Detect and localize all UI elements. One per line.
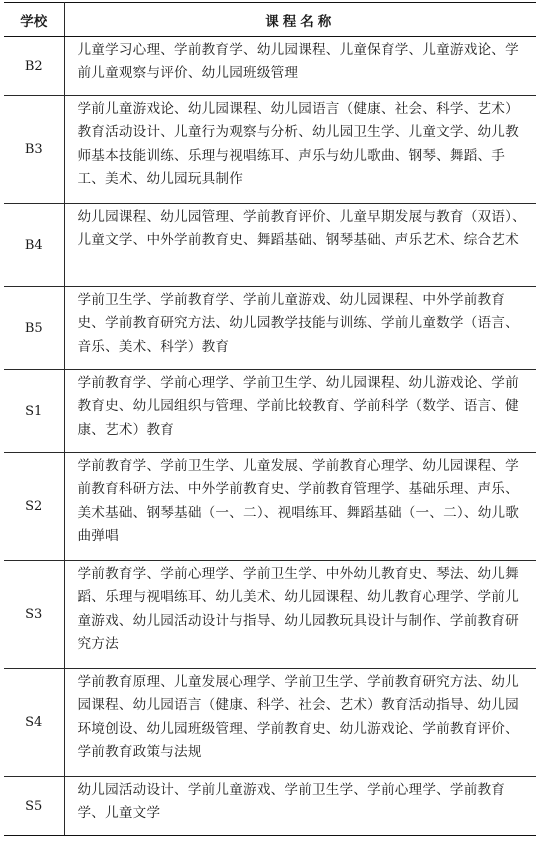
course-cell: 儿童学习心理、学前教育学、幼儿园课程、儿童保育学、儿童游戏论、学前儿童观察与评价、幼儿园班级管理: [64, 37, 536, 96]
school-cell: S1: [4, 370, 64, 453]
header-school: 学校: [4, 3, 64, 37]
course-table: [4, 2, 536, 836]
course-cell: 学前卫生学、学前教育学、学前儿童游戏、幼儿园课程、中外学前教育史、学前教育研究方法、幼儿园教学技能与训练、学前儿童数学（语言、音乐、美术、科学）教育: [64, 287, 536, 370]
table-row: [4, 370, 536, 453]
school-cell: B2: [4, 37, 64, 96]
table-row: [4, 561, 536, 669]
table-row: [4, 669, 536, 777]
school-cell: S2: [4, 453, 64, 561]
table-body: [4, 37, 536, 836]
school-cell: B5: [4, 287, 64, 370]
table-row: [4, 37, 536, 96]
table-row: [4, 287, 536, 370]
school-cell: S4: [4, 669, 64, 777]
course-cell: 学前教育学、学前心理学、学前卫生学、中外幼儿教育史、琴法、幼儿舞蹈、乐理与视唱练耳、幼儿美术、幼儿园课程、幼儿教育心理学、学前儿童游戏、幼儿园活动设计与指导、幼儿园教玩具设计与制作、学前教育研究方法: [64, 561, 536, 669]
table-row: [4, 204, 536, 287]
header-courses: 课程名称: [64, 3, 536, 37]
course-cell: 学前儿童游戏论、幼儿园课程、幼儿园语言（健康、社会、科学、艺术）教育活动设计、儿童行为观察与分析、幼儿园卫生学、儿童文学、幼儿教师基本技能训练、乐理与视唱练耳、声乐与幼儿歌曲、钢琴、舞蹈、手工、美术、幼儿园玩具制作: [64, 96, 536, 204]
course-cell: 学前教育原理、儿童发展心理学、学前卫生学、学前教育研究方法、幼儿园课程、幼儿园语言（健康、科学、社会、艺术）教育活动指导、幼儿园环境创设、幼儿园班级管理、学前教育史、幼儿游戏论、学前教育评价、学前教育政策与法规: [64, 669, 536, 777]
course-cell: 幼儿园课程、幼儿园管理、学前教育评价、儿童早期发展与教育（双语）、儿童文学、中外学前教育史、舞蹈基础、钢琴基础、声乐艺术、综合艺术: [64, 204, 536, 287]
school-cell: S3: [4, 561, 64, 669]
table-row: [4, 96, 536, 204]
table-row: [4, 453, 536, 561]
table-row: [4, 777, 536, 836]
school-cell: B4: [4, 204, 64, 287]
school-cell: B3: [4, 96, 64, 204]
table-header: [4, 3, 536, 37]
school-cell: S5: [4, 777, 64, 836]
header-row: [4, 3, 536, 37]
course-cell: 学前教育学、学前卫生学、儿童发展、学前教育心理学、幼儿园课程、学前教育科研方法、中外学前教育史、学前教育管理学、基础乐理、声乐、美术基础、钢琴基础（一、二）、视唱练耳、舞蹈基础（一、二）、幼儿歌曲弹唱: [64, 453, 536, 561]
course-cell: 幼儿园活动设计、学前儿童游戏、学前卫生学、学前心理学、学前教育学、儿童文学: [64, 777, 536, 836]
course-cell: 学前教育学、学前心理学、学前卫生学、幼儿园课程、幼儿游戏论、学前教育史、幼儿园组织与管理、学前比较教育、学前科学（数学、语言、健康、艺术）教育: [64, 370, 536, 453]
